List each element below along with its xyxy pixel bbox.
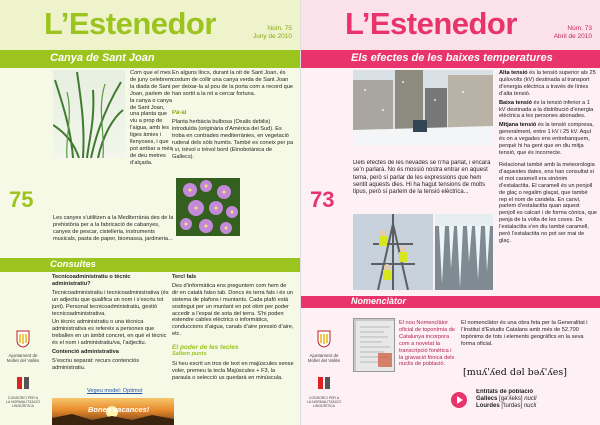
q1-title: Tecnicoadministratiu o tècnic administratiu? bbox=[52, 274, 131, 287]
powerline-workers-photo bbox=[353, 214, 433, 290]
vacation-banner-text: Bones vacances! bbox=[88, 405, 150, 414]
gallecs-name: Gallecs bbox=[476, 396, 498, 402]
page-number: 75 bbox=[9, 187, 34, 212]
mollet-logo-text: Ajuntament de Mollet del Vallès bbox=[307, 353, 341, 363]
entitats-heading: Entitats de població bbox=[476, 389, 534, 395]
phonetic-transcription: [muʎ'ʎed dəl bəʎ'ʎes] bbox=[463, 367, 567, 378]
mollet-shield-icon bbox=[16, 330, 30, 348]
cpnl-logo-icon bbox=[15, 375, 31, 391]
poder-body: Si heu escrit un tros de text en majúscules sense voler, premeu la tecla Majúscules + F3, la paraula o selecció us quedarà en minúscula. bbox=[172, 361, 294, 381]
issue-number: Núm. 75 bbox=[267, 25, 292, 32]
article-col1-p2: Les canyes s’utilitzen a la Mediterrània des de la prehistòria per a la fabricació de cabanyes, canyes de pescar, cistelleria, instruments musicals, pasta de paper, biomassa, jardineria... bbox=[53, 215, 174, 242]
def-mitjana bbox=[499, 122, 597, 157]
page-number: 73 bbox=[310, 187, 335, 212]
issue-info bbox=[554, 25, 592, 41]
vacation-banner bbox=[52, 398, 174, 425]
issue-number: Núm. 73 bbox=[567, 25, 592, 32]
tab-body: Des d’informàtica ens preguntem com hem de dir en català falso tab. Doncs és terra fals i és un sistema de plafons i muntants. Cada plafó està sostingut per un muntant en pot obrir per poder accedir a l’espai de sota del terra. S’hi poden estendre cables elèctrics o informàtics, conduccions d’aigua, canals d’aire pressió d’aire, etc. bbox=[172, 282, 294, 338]
consultes-col2 bbox=[172, 274, 294, 344]
cpnl-logo-text: CONSORCI PER A LA NORMALITZACIÓ LINGÜÍSTICA bbox=[6, 396, 40, 408]
left-logos bbox=[6, 330, 40, 408]
right-newsletter-page bbox=[300, 0, 600, 425]
section-title: Canya de Sant Joan bbox=[50, 52, 155, 64]
masthead-title: L’Estenedor bbox=[345, 6, 517, 41]
def-mitjana-term: Mitjana tensió bbox=[499, 122, 537, 129]
mollet-logo-text: Ajuntament de Mollet del Vallès bbox=[6, 353, 40, 363]
caramell-paragraph: Relacionat també amb la meteorologia d’aquestes dates, ens han consultat si el mot caramell era sinònim d’estalactita. El caramell és un penjoll de glaç o regalim glaçat, que també rep el nom de candela. En canvi, parlem d’estalactita quan aquest penjoll es calcari i de forma cònica, que penja de la volta de les coves. De l’estalactita s’en diu també caramell, però l’estalactita no pot ser mai de glaç. bbox=[499, 162, 597, 244]
tab-title: Tercl fals bbox=[172, 274, 197, 280]
lourdes-type: nucli bbox=[523, 403, 537, 409]
consultes-band bbox=[0, 258, 300, 272]
nomenclator-band bbox=[301, 296, 600, 308]
nomenclator-title: Nomenclàtor bbox=[351, 296, 407, 306]
mollet-shield-icon bbox=[317, 330, 331, 348]
def-alta bbox=[499, 70, 597, 98]
consultes-col1 bbox=[52, 274, 170, 398]
q2-body: S’escriu separat: recurs contenciós administratiu. bbox=[52, 357, 140, 371]
snowy-street-photo bbox=[353, 70, 493, 146]
def-baixa-term: Baixa tensió bbox=[499, 99, 532, 106]
entitats-table bbox=[476, 389, 596, 419]
optimot-link[interactable]: Vegeu model: Optimot bbox=[87, 388, 143, 394]
lourdes-name: Lourdes bbox=[476, 403, 500, 409]
lourdes-row bbox=[476, 403, 596, 410]
gallecs-row bbox=[476, 396, 596, 403]
tension-definitions bbox=[499, 70, 597, 160]
lourdes-pron: ['lurdəs] bbox=[501, 403, 523, 409]
def-baixa bbox=[499, 100, 597, 121]
q1-body: Tecnicoadministratiu i tecnicoadministrativa (és un adjectiu que qualifica un nom i s’escriu tot junt). Personal tecnicoadministratiu, gestió tecnicoadministrativa. bbox=[52, 289, 169, 317]
article-col1-p1: Com que el mes de juny celebrem la diada de Sant Joan, parlem de la canya o canya de Sant Joan, una planta que viu a prop de l’aigua, amb les tiges àmies i llenyoses, i que pot arribar a més de deu metres d’alçada. bbox=[130, 70, 173, 166]
poder-tecles-heading bbox=[172, 344, 294, 360]
issue-date: Juny de 2010 bbox=[252, 33, 292, 40]
consultes-title: Consultes bbox=[50, 259, 96, 270]
nomenclator-body: El nomenclàtor és una obra feta per la Generalitat i l’Institut d’Estudis Catalans amb més de 52.700 topònims de tots i elements geogràfics en la seva forma oficial. bbox=[461, 320, 588, 347]
section-title: Els efectes de les baixes temperatures bbox=[351, 52, 553, 64]
snow-caption: Dels efectes de les nevades se n’ha parlat, i encara se’n parlarà. No és mossió nostra entrar en aquest tema, però sí parlar de les expressions que hem sentit aquests dies. Hi ha hagut tensions de molts tipus, però sí parlem de la tensió elèctrica... bbox=[353, 160, 491, 196]
poder-title: El poder de les tecles bbox=[172, 344, 239, 351]
article-col2-intro: En alguns llocs, durant la nit de Sant Joan, és costum de collir una canya verda de Sant Joan per deixar-la al pou de la porta com a record que han sortit a la nit a cercar fortuna. bbox=[172, 70, 293, 97]
gallecs-type: nucli bbox=[524, 396, 537, 402]
pa-al-heading: Pa-al bbox=[172, 110, 187, 116]
def-mitjana-text: és la tensió compresa, generalment, entre 1 kV i 25 kV. Aquí és on a vegades ens entrebanquem, perquè hi ha gent que en diu mitja tensió, que és incorrecte. bbox=[499, 122, 594, 156]
cpnl-logo-icon bbox=[316, 375, 332, 391]
def-baixa-text: és la tensió inferior a 1 kV destinada a la distribució d’energia elèctrica a les persones abonades. bbox=[499, 99, 594, 120]
nomenclator-intro: El nou Nomenclàtor oficial de toponímia de Catalunya incorpora com a novetat la transcripció fonètica i la gravació fònica dels nuclis de població. bbox=[399, 320, 455, 368]
q2-title: Contenció administrativa bbox=[52, 349, 119, 356]
icicles-photo bbox=[435, 214, 493, 290]
def-alta-text: és la tensió superior als 25 quilovolts (kV) destinada al transport d’energia elèctrica a través de línies d’alta tensió. bbox=[499, 70, 596, 97]
issue-info bbox=[253, 25, 292, 41]
def-alta-term: Alta tensió bbox=[499, 70, 528, 76]
issue-date: Abril de 2010 bbox=[553, 33, 592, 40]
article-col2-body: Planta herbàcia bulbosa (Oxalis debilis) introduïda (originària d’Amèrica del Sud). Es troba en contrades mediterrànies, en vegetació ruderal dels sòls humits. També es coneix per pa i vi, trèvol o trèvol bord (Etnobotànica de Gallecs). bbox=[172, 119, 294, 159]
nomenclator-book-icon bbox=[353, 318, 395, 372]
article-col1-tail bbox=[53, 215, 175, 259]
q1-body2: Un tècnic administratiu o una tècnica administrativa es refereix a persones que treballen en un àmbit concret, en què el tècnic és el nom i administratiu/va, l’adjectiu. bbox=[52, 319, 167, 347]
reed-photo bbox=[53, 70, 125, 158]
poder-subtitle: Saltem punts bbox=[172, 351, 207, 357]
audio-play-icon[interactable] bbox=[451, 392, 467, 408]
oxalis-photo bbox=[176, 178, 240, 236]
right-logos bbox=[307, 330, 341, 408]
masthead-title: L’Estenedor bbox=[44, 6, 216, 41]
cpnl-logo-text: CONSORCI PER A LA NORMALITZACIÓ LINGÜÍSTICA bbox=[307, 396, 341, 408]
gallecs-pron: [gə'ʎeks] bbox=[499, 396, 523, 402]
